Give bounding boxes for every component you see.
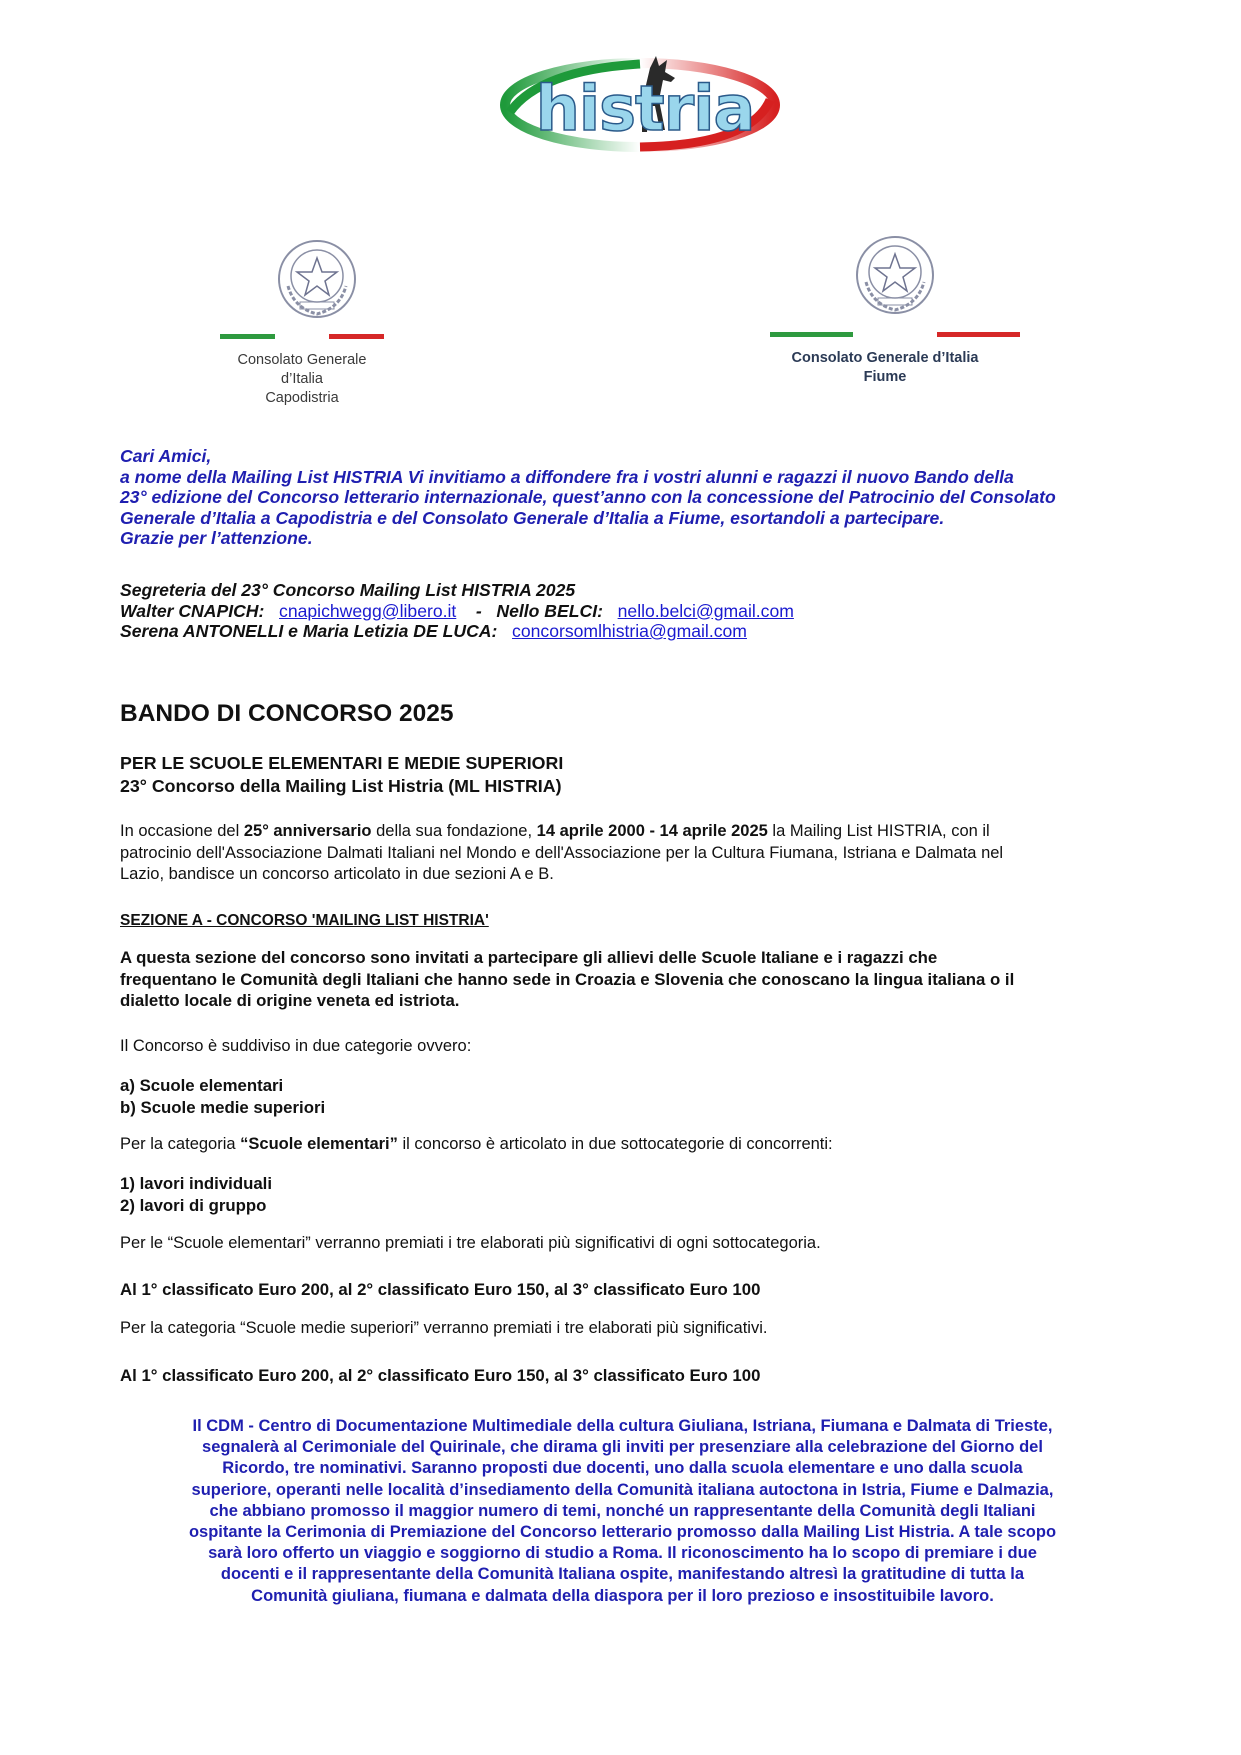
cdm-line: segnalerà al Cerimoniale del Quirinale, che dirama gli inviti per presenziare alla celebrazione del Giorno del bbox=[202, 1438, 1043, 1457]
section-a-line: frequentano le Comunità degli Italiani che hanno sede in Croazia e Slovenia che conoscano la lingua italiana o il bbox=[120, 969, 1015, 989]
intro-line: a nome della Mailing List HISTRIA Vi invitiamo a diffondere fra i vostri alunni e ragazzi il nuovo Bando della bbox=[120, 466, 1014, 487]
section-a-title: SEZIONE A - CONCORSO 'MAILING LIST HISTRIA' bbox=[120, 912, 489, 929]
intro-line: Cari Amici, bbox=[120, 446, 212, 466]
person-belci: Nello BELCI: bbox=[496, 600, 603, 621]
superiori-prizes-text: Per la categoria “Scuole medie superiori” verranno premiati i tre elaborati più significativi. bbox=[120, 1319, 768, 1337]
categories-list bbox=[120, 1075, 1130, 1118]
italian-republic-emblem-icon bbox=[852, 232, 938, 318]
list-item: 2) lavori di gruppo bbox=[120, 1195, 267, 1215]
list-item: a) Scuole elementari bbox=[120, 1076, 284, 1095]
consulate-city: Fiume bbox=[863, 369, 907, 385]
section-a-line: dialetto locale di origine veneta ed istriota. bbox=[120, 991, 460, 1010]
subtitle-edition: 23° Concorso della Mailing List Histria (ML HISTRIA) bbox=[120, 776, 562, 796]
secretary-title: Segreteria del 23° Concorso Mailing List HISTRIA 2025 bbox=[120, 580, 576, 600]
consulate-name: Consolato Generale d’Italia bbox=[791, 350, 979, 366]
person-antonelli-deluca: Serena ANTONELLI e Maria Letizia DE LUCA: bbox=[120, 621, 498, 641]
elementari-intro: Per la categoria “Scuole elementari” il concorso è articolato in due sottocategorie di concorrenti: bbox=[120, 1135, 833, 1153]
consulate-fiume bbox=[770, 232, 1020, 387]
intro-message bbox=[120, 446, 1130, 549]
prizes-line-1: Al 1° classificato Euro 200, al 2° classificato Euro 150, al 3° classificato Euro 100 bbox=[120, 1280, 761, 1299]
secretary-line-1 bbox=[120, 601, 1130, 622]
list-item: 1) lavori individuali bbox=[120, 1174, 272, 1193]
section-a-line: A questa sezione del concorso sono invitati a partecipare gli allievi delle Scuole Italiane e i ragazzi che bbox=[120, 948, 938, 967]
subcategories-list bbox=[120, 1173, 1130, 1216]
italian-republic-emblem-icon bbox=[274, 236, 360, 322]
cdm-line: ospitante la Cerimonia di Premiazione del Concorso letterario promosso dalla Mailing List Histria. A tale scopo bbox=[188, 1523, 1057, 1542]
cdm-line: docenti e il rappresentante della Comunità Italiana ospite, manifestando altresì la gratitudine di tutta la bbox=[220, 1565, 1025, 1584]
categories-intro: Il Concorso è suddiviso in due categorie ovvero: bbox=[120, 1037, 472, 1055]
occasion-paragraph bbox=[120, 821, 1130, 886]
occasion-line-3: Lazio, bandisce un concorso articolato in due sezioni A e B. bbox=[120, 865, 554, 883]
page-title: BANDO DI CONCORSO 2025 bbox=[120, 700, 454, 727]
logo-text: histria bbox=[535, 72, 755, 145]
secretary-block bbox=[120, 580, 1130, 642]
prizes-line-2: Al 1° classificato Euro 200, al 2° classificato Euro 150, al 3° classificato Euro 100 bbox=[120, 1366, 761, 1385]
section-a-text bbox=[120, 947, 1130, 1012]
email-link-belci[interactable]: nello.belci@gmail.com bbox=[617, 600, 794, 621]
consulate-city: Capodistria bbox=[265, 390, 339, 406]
cdm-line: Ricordo, tre nominativi. Saranno proposti due docenti, uno dalla scuola elementare e uno dalla scuola bbox=[222, 1459, 1023, 1478]
occasion-line-1: In occasione del 25° anniversario della sua fondazione, 14 aprile 2000 - 14 aprile 2025 la Mailing List HISTRIA, con il bbox=[120, 822, 990, 840]
consulate-capodistria bbox=[220, 236, 420, 408]
cdm-paragraph bbox=[125, 1416, 1120, 1607]
email-link-concorso[interactable]: concorsomlhistria@gmail.com bbox=[512, 621, 747, 641]
intro-line: Grazie per l’attenzione. bbox=[120, 528, 313, 549]
separator: - bbox=[475, 600, 482, 621]
email-link-cnapich[interactable]: cnapichwegg@libero.it bbox=[279, 600, 457, 621]
elementari-prizes-text: Per le “Scuole elementari” verranno premiati i tre elaborati più significativi di ogni sottocategoria. bbox=[120, 1234, 821, 1252]
secretary-line-2 bbox=[120, 621, 1130, 642]
list-item: b) Scuole medie superiori bbox=[120, 1097, 326, 1117]
intro-line: Generale d’Italia a Capodistria e del Consolato Generale d’Italia a Fiume, esortandoli a partecipare. bbox=[120, 507, 945, 528]
cdm-line: Il CDM - Centro di Documentazione Multimediale della cultura Giuliana, Istriana, Fiumana e Dalmata di Trieste, bbox=[192, 1417, 1053, 1435]
cdm-line: superiore, operanti nelle località d’insediamento della Comunità italiana autoctona in Istria, Fiume e Dalmazia, bbox=[191, 1480, 1054, 1499]
occasion-line-2: patrocinio dell'Associazione Dalmati Italiani nel Mondo e dell'Associazione per la Cultura Fiumana, Istriana e Dalmata nel bbox=[120, 843, 1004, 862]
consulate-name: Consolato Generale d’Italia bbox=[237, 352, 367, 387]
cdm-line: sarà loro offerto un viaggio e soggiorno di studio a Roma. Il riconoscimento ha lo scopo di premiare i due bbox=[208, 1544, 1037, 1563]
cdm-line: Comunità giuliana, fiumana e dalmata della diaspora per il loro prezioso e insostituibile lavoro. bbox=[251, 1586, 994, 1605]
italian-flag-bar bbox=[770, 332, 1020, 337]
histria-logo bbox=[500, 50, 790, 160]
intro-line: 23° edizione del Concorso letterario internazionale, quest’anno con la concessione del Patrocinio del Consolato bbox=[120, 487, 1056, 508]
person-cnapich: Walter CNAPICH: bbox=[120, 600, 265, 621]
cdm-line: che abbiano promosso il maggior numero di temi, nonché un rappresentante della Comunità degli Italiani bbox=[209, 1501, 1036, 1520]
italian-flag-bar bbox=[220, 334, 384, 339]
subtitle-schools: PER LE SCUOLE ELEMENTARI E MEDIE SUPERIORI bbox=[120, 753, 564, 773]
